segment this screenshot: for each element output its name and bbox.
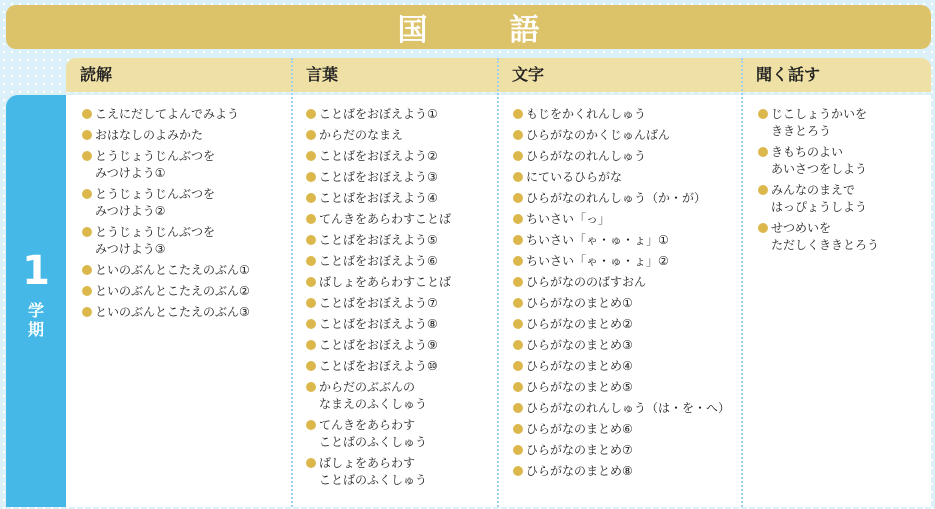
lesson-item xyxy=(306,358,494,375)
lesson-item xyxy=(306,417,494,451)
lesson-item-label: ひらがなのまとめ③ xyxy=(526,338,633,352)
term-label-char: 学 xyxy=(27,301,44,320)
lesson-item xyxy=(513,316,739,333)
lesson-item-label: にているひらがな xyxy=(526,170,623,184)
lesson-item-label: ちいさい「ゃ・ゅ・ょ」① xyxy=(526,233,669,247)
lesson-item-label: ばしょをあらわすことば xyxy=(319,275,452,289)
lesson-item-label: といのぶんとこたえのぶん① xyxy=(95,263,250,277)
lesson-item-label: ちいさい「っ」 xyxy=(526,212,611,226)
bullet-dot-icon xyxy=(82,227,92,237)
lesson-item xyxy=(82,106,287,123)
lesson-item-label: ことばをおぼえよう⑤ xyxy=(319,233,438,247)
lesson-item xyxy=(82,262,287,279)
lesson-item-label: ひらがなのまとめ④ xyxy=(526,359,633,373)
column-header-words: 言葉 xyxy=(306,65,339,84)
lesson-item xyxy=(306,316,494,333)
lesson-item-label: ひらがなのまとめ⑧ xyxy=(526,464,633,478)
lesson-item-label: みんなのまえで はっぴょうしよう xyxy=(771,183,868,214)
bullet-dot-icon xyxy=(758,147,768,157)
lesson-item-label: とうじょうじんぶつを みつけよう① xyxy=(95,149,216,180)
lesson-item xyxy=(758,106,928,140)
term-tab xyxy=(6,95,66,507)
lesson-item-label: ことばをおぼえよう⑧ xyxy=(319,317,438,331)
lesson-item xyxy=(82,283,287,300)
lesson-item xyxy=(758,220,928,254)
bullet-dot-icon xyxy=(306,256,316,266)
lesson-item xyxy=(513,400,739,417)
lesson-item-label: ことばをおぼえよう⑥ xyxy=(319,254,438,268)
bullet-dot-icon xyxy=(513,298,523,308)
bullet-dot-icon xyxy=(306,319,316,329)
bullet-dot-icon xyxy=(306,130,316,140)
lesson-item-label: ちいさい「ゃ・ゅ・ょ」② xyxy=(526,254,669,268)
lesson-item xyxy=(513,211,739,228)
column-divider xyxy=(741,58,743,507)
bullet-dot-icon xyxy=(513,361,523,371)
bullet-dot-icon xyxy=(513,214,523,224)
bullet-dot-icon xyxy=(513,403,523,413)
lesson-item xyxy=(306,379,494,413)
lesson-item xyxy=(513,442,739,459)
lesson-item-label: ことばをおぼえよう① xyxy=(319,107,438,121)
bullet-dot-icon xyxy=(306,214,316,224)
bullet-dot-icon xyxy=(306,340,316,350)
bullet-dot-icon xyxy=(513,256,523,266)
bullet-dot-icon xyxy=(513,130,523,140)
bullet-dot-icon xyxy=(513,193,523,203)
lesson-item-label: ことばをおぼえよう⑩ xyxy=(319,359,438,373)
lesson-item xyxy=(758,182,928,216)
subject-title-bar xyxy=(6,5,931,49)
lesson-item xyxy=(82,224,287,258)
bullet-dot-icon xyxy=(306,420,316,430)
bullet-dot-icon xyxy=(306,298,316,308)
column-words xyxy=(306,106,494,493)
bullet-dot-icon xyxy=(82,265,92,275)
bullet-dot-icon xyxy=(513,424,523,434)
lesson-item-label: ひらがなのれんしゅう（か・が） xyxy=(526,191,707,205)
lesson-item xyxy=(513,169,739,186)
bullet-dot-icon xyxy=(306,382,316,392)
bullet-dot-icon xyxy=(758,185,768,195)
lesson-item xyxy=(82,127,287,144)
lesson-item xyxy=(513,253,739,270)
bullet-dot-icon xyxy=(82,286,92,296)
lesson-item xyxy=(513,463,739,480)
column-header-letters: 文字 xyxy=(512,65,545,84)
lesson-item xyxy=(306,455,494,489)
bullet-dot-icon xyxy=(82,130,92,140)
lesson-item-label: といのぶんとこたえのぶん② xyxy=(95,284,250,298)
term-label xyxy=(6,301,66,339)
lesson-item-label: ひらがなのれんしゅう xyxy=(526,149,647,163)
lesson-item xyxy=(513,295,739,312)
lesson-item-label: ひらがなのまとめ② xyxy=(526,317,633,331)
lesson-item-label: ひらがなのれんしゅう（は・を・へ） xyxy=(526,401,731,415)
bullet-dot-icon xyxy=(306,235,316,245)
bullet-dot-icon xyxy=(513,109,523,119)
column-divider xyxy=(497,58,499,507)
term-number: 1 xyxy=(22,248,50,294)
lesson-item xyxy=(306,253,494,270)
lesson-item xyxy=(758,144,928,178)
column-header-reading: 読解 xyxy=(80,65,113,84)
lesson-item xyxy=(306,148,494,165)
lesson-item-label: からだのぶぶんの なまえのふくしゅう xyxy=(319,380,428,411)
lesson-item-label: とうじょうじんぶつを みつけよう③ xyxy=(95,225,216,256)
bullet-dot-icon xyxy=(513,340,523,350)
column-reading xyxy=(82,106,287,325)
bullet-dot-icon xyxy=(513,277,523,287)
lesson-item xyxy=(306,295,494,312)
lesson-item-label: じこしょうかいを ききとろう xyxy=(771,107,868,138)
lesson-item xyxy=(306,106,494,123)
lesson-item-label: こえにだしてよんでみよう xyxy=(95,107,240,121)
lesson-item-label: ひらがなのまとめ⑤ xyxy=(526,380,633,394)
lesson-item xyxy=(513,337,739,354)
lesson-item-label: ひらがなののばすおん xyxy=(526,275,647,289)
lesson-item-label: からだのなまえ xyxy=(319,128,404,142)
column-header-listening-speaking: 聞く話す xyxy=(756,65,821,84)
column-divider xyxy=(291,58,293,507)
bullet-dot-icon xyxy=(306,172,316,182)
bullet-dot-icon xyxy=(82,109,92,119)
lesson-item xyxy=(513,379,739,396)
bullet-dot-icon xyxy=(513,319,523,329)
lesson-item-label: ことばをおぼえよう② xyxy=(319,149,438,163)
lesson-item xyxy=(306,190,494,207)
lesson-item-label: ことばをおぼえよう④ xyxy=(319,191,438,205)
term-label-char: 期 xyxy=(27,320,44,339)
lesson-item-label: てんきをあらわす ことばのふくしゅう xyxy=(319,418,428,449)
lesson-item xyxy=(513,358,739,375)
column-listening-speaking xyxy=(758,106,928,258)
lesson-item-label: もじをかくれんしゅう xyxy=(526,107,647,121)
lesson-item xyxy=(306,232,494,249)
lesson-item-label: ひらがなのかくじゅんばん xyxy=(526,128,671,142)
lesson-item-label: せつめいを ただしくききとろう xyxy=(771,221,880,252)
bullet-dot-icon xyxy=(306,458,316,468)
bullet-dot-icon xyxy=(513,382,523,392)
lesson-item xyxy=(513,190,739,207)
bullet-dot-icon xyxy=(513,151,523,161)
bullet-dot-icon xyxy=(758,223,768,233)
bullet-dot-icon xyxy=(513,235,523,245)
bullet-dot-icon xyxy=(82,189,92,199)
bullet-dot-icon xyxy=(82,151,92,161)
lesson-item xyxy=(82,304,287,321)
lesson-item-label: おはなしのよみかた xyxy=(95,128,204,142)
lesson-item xyxy=(513,148,739,165)
lesson-item xyxy=(306,211,494,228)
bullet-dot-icon xyxy=(513,172,523,182)
lesson-item-label: といのぶんとこたえのぶん③ xyxy=(95,305,250,319)
subject-title: 国 語 xyxy=(397,13,566,48)
lesson-item-label: ことばをおぼえよう⑨ xyxy=(319,338,438,352)
lesson-item xyxy=(306,337,494,354)
lesson-item-label: てんきをあらわすことば xyxy=(319,212,452,226)
lesson-item-label: ひらがなのまとめ① xyxy=(526,296,633,310)
lesson-item-label: とうじょうじんぶつを みつけよう② xyxy=(95,187,216,218)
lesson-item xyxy=(513,127,739,144)
lesson-item xyxy=(306,127,494,144)
bullet-dot-icon xyxy=(306,109,316,119)
bullet-dot-icon xyxy=(758,109,768,119)
lesson-item-label: ひらがなのまとめ⑦ xyxy=(526,443,633,457)
lesson-item-label: ことばをおぼえよう⑦ xyxy=(319,296,438,310)
lesson-item xyxy=(513,421,739,438)
lesson-item xyxy=(513,232,739,249)
bullet-dot-icon xyxy=(306,361,316,371)
column-letters xyxy=(513,106,739,484)
lesson-item xyxy=(82,148,287,182)
lesson-item-label: きもちのよい あいさつをしよう xyxy=(771,145,868,176)
bullet-dot-icon xyxy=(306,193,316,203)
lesson-item xyxy=(306,169,494,186)
lesson-item xyxy=(306,274,494,291)
lesson-item xyxy=(513,274,739,291)
lesson-item-label: ことばをおぼえよう③ xyxy=(319,170,438,184)
bullet-dot-icon xyxy=(306,277,316,287)
lesson-item xyxy=(513,106,739,123)
bullet-dot-icon xyxy=(513,445,523,455)
lesson-item-label: ひらがなのまとめ⑥ xyxy=(526,422,633,436)
lesson-item-label: ばしょをあらわす ことばのふくしゅう xyxy=(319,456,428,487)
bullet-dot-icon xyxy=(82,307,92,317)
bullet-dot-icon xyxy=(306,151,316,161)
lesson-item xyxy=(82,186,287,220)
bullet-dot-icon xyxy=(513,466,523,476)
